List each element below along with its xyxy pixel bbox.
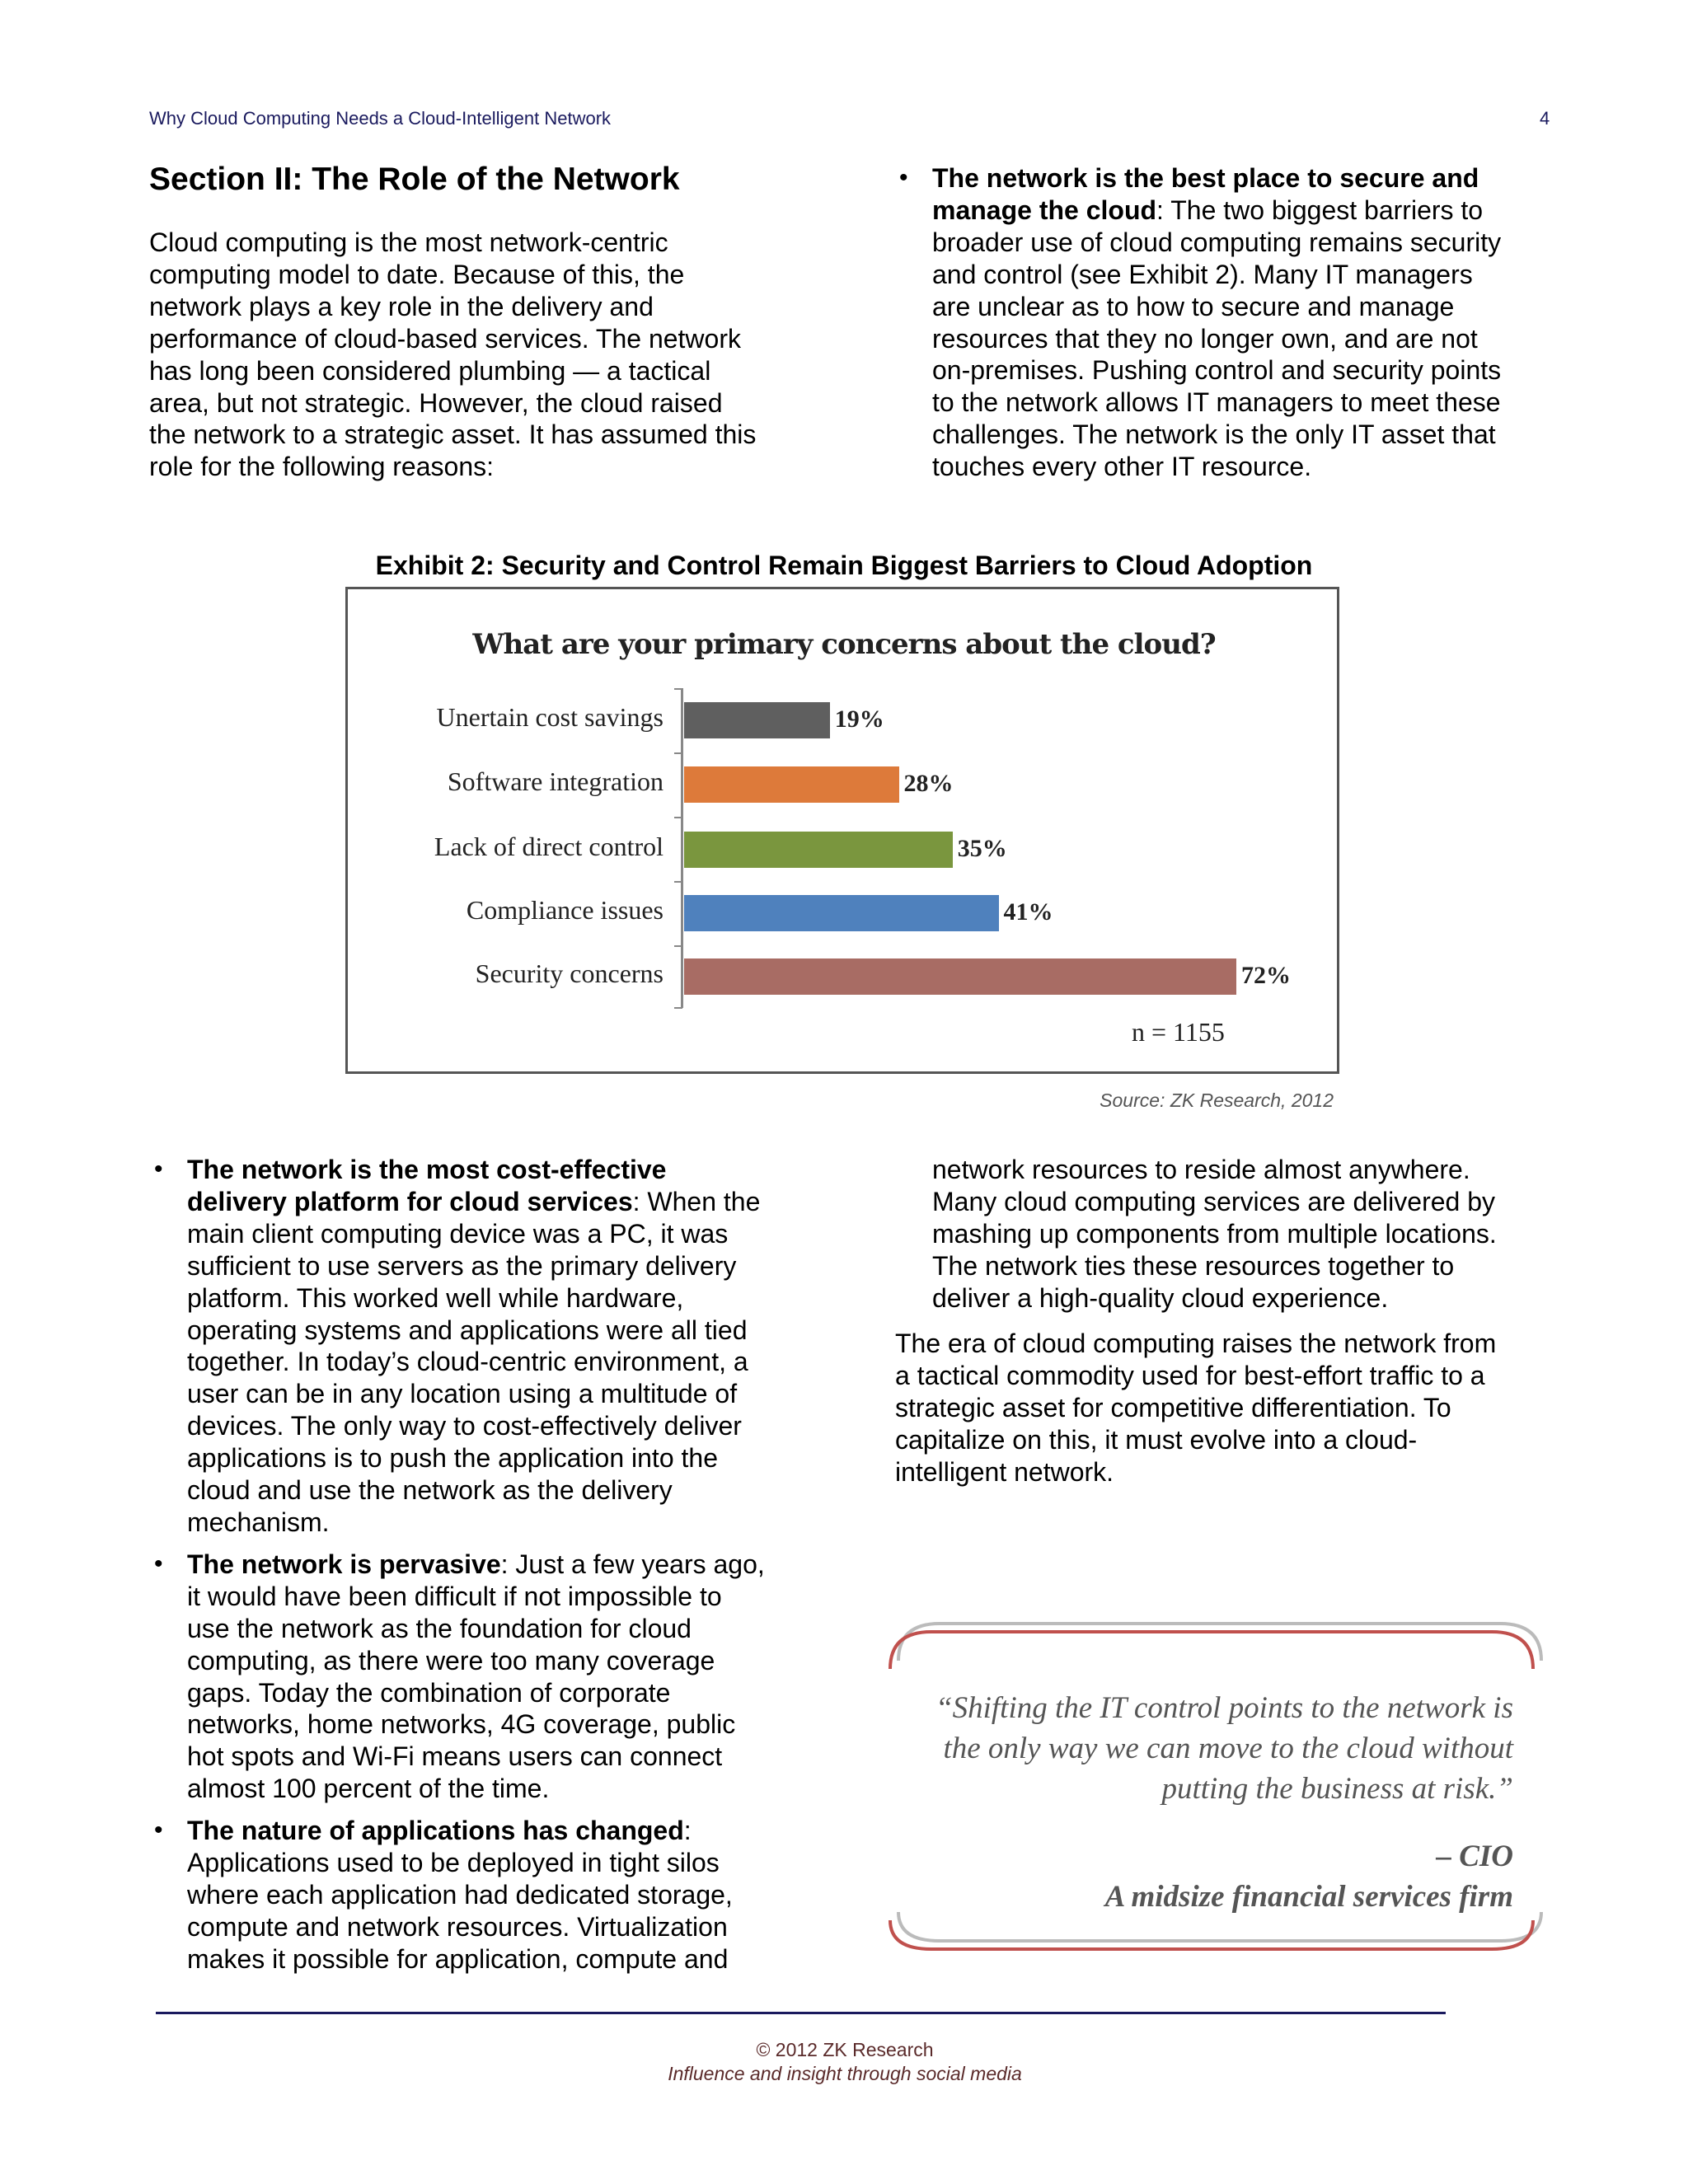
text-line (187, 1645, 765, 1677)
text-run: use the network as the foundation for cloud (187, 1613, 692, 1643)
text-run: mechanism. (187, 1507, 330, 1537)
quote-line: putting the business at risk.” (1161, 1772, 1513, 1806)
text-run: area, but not strategic. However, the cloud raised (149, 387, 723, 418)
text-line (187, 1581, 765, 1613)
text-run: network resources to reside almost anywhere. (932, 1155, 1470, 1184)
page-number: 4 (1540, 108, 1550, 129)
text-run: performance of cloud-based services. The network (149, 323, 741, 354)
bullet-continuation (932, 1154, 1497, 1315)
text-line (187, 1346, 765, 1378)
text-line (187, 1410, 765, 1442)
text-line (149, 323, 756, 355)
bold-lead: delivery platform for cloud services (187, 1186, 633, 1216)
text-run: compute and network resources. Virtualization (187, 1911, 728, 1942)
text-line (187, 1943, 765, 1975)
text-line (187, 1613, 765, 1645)
chart-category-label: Lack of direct control (434, 832, 663, 861)
text-line (187, 1442, 765, 1474)
bold-lead: The network is pervasive (187, 1549, 501, 1579)
text-run: applications is to push the application into the (187, 1443, 718, 1474)
text-run: broader use of cloud computing remains security (932, 227, 1502, 257)
text-run: and control (see Exhibit 2). Many IT managers (932, 259, 1473, 289)
bold-lead: The nature of applications has changed (187, 1816, 684, 1846)
chart-bar (684, 702, 830, 738)
running-header: Why Cloud Computing Needs a Cloud-Intelligent Network (149, 108, 612, 129)
text-line (187, 1549, 765, 1581)
text-run: strategic asset for competitive differentiation. To (895, 1392, 1451, 1422)
text-line (895, 1360, 1496, 1392)
text-run: The network ties these resources together to (932, 1250, 1455, 1281)
text-run: hot spots and Wi-Fi means users can connect (187, 1741, 723, 1772)
quote-attribution: – CIO (1436, 1840, 1513, 1873)
text-line (187, 1507, 765, 1539)
text-line (932, 194, 1501, 227)
chart-sample-size: n = 1155 (1132, 1017, 1225, 1047)
bullet-icon: • (899, 164, 908, 191)
text-line (187, 1154, 765, 1186)
bullet-item-apps (154, 1815, 765, 1975)
chart-bar (684, 895, 999, 931)
text-line (932, 323, 1501, 355)
quote-line: “Shifting the IT control points to the network is (935, 1691, 1513, 1725)
text-run: : (683, 1816, 692, 1846)
text-line (149, 291, 756, 323)
bold-lead: The network is the most cost-effective (187, 1155, 667, 1184)
text-line (187, 1773, 765, 1805)
text-run: makes it possible for application, compute and (187, 1943, 729, 1974)
exhibit-title: Exhibit 2: Security and Control Remain Biggest Barriers to Cloud Adoption (375, 551, 1313, 580)
text-run: capitalize on this, it must evolve into a cloud- (895, 1424, 1418, 1455)
chart-axis-tick (674, 688, 682, 690)
text-line (187, 1741, 765, 1773)
text-line (187, 1378, 765, 1410)
chart-value-label: 35% (957, 835, 1007, 862)
section-title: Section II: The Role of the Network (149, 162, 680, 197)
bullet-item-pervasive (154, 1549, 765, 1805)
text-line (187, 1186, 765, 1218)
text-line (932, 1218, 1497, 1250)
text-run: network plays a key role in the delivery and (149, 291, 654, 321)
chart-value-label: 19% (834, 705, 884, 733)
text-line (895, 1456, 1496, 1488)
chart-axis-tick (674, 1007, 682, 1009)
text-line (187, 1218, 765, 1250)
text-run: The era of cloud computing raises the network from (895, 1329, 1497, 1358)
text-line (149, 259, 756, 291)
text-run: Many cloud computing services are delivered by (932, 1186, 1495, 1216)
chart-category-label: Security concerns (475, 958, 663, 988)
text-run: on-premises. Pushing control and security points (932, 355, 1502, 386)
text-run: sufficient to use servers as the primary delivery (187, 1250, 737, 1281)
text-line (895, 1392, 1496, 1424)
text-run: user can be in any location using a multitude of (187, 1379, 738, 1409)
text-run: a tactical commodity used for best-effort traffic to a (895, 1360, 1485, 1390)
quote-text (935, 1688, 1513, 1809)
text-run: deliver a high-quality cloud experience. (932, 1282, 1389, 1313)
text-line (149, 227, 756, 259)
text-line (187, 1474, 765, 1507)
text-line (932, 227, 1501, 259)
bullet-icon: • (154, 1155, 163, 1183)
text-run: to the network allows IT managers to meet these (932, 387, 1501, 418)
footer-tagline: Influence and insight through social media (668, 2063, 1022, 2084)
text-run: almost 100 percent of the time. (187, 1774, 550, 1804)
text-line (932, 1186, 1497, 1218)
text-line (895, 1424, 1496, 1456)
text-run: mashing up components from multiple locations. (932, 1218, 1497, 1249)
bullet-icon: • (154, 1816, 163, 1844)
text-line (149, 355, 756, 387)
bullet-text (187, 1815, 765, 1975)
text-run: main client computing device was a PC, it was (187, 1218, 729, 1249)
bullet-item-cost (154, 1154, 765, 1539)
bullet-icon: • (154, 1549, 163, 1577)
chart-bar (684, 766, 899, 803)
text-line (932, 162, 1501, 194)
text-run: gaps. Today the combination of corporate (187, 1677, 671, 1708)
text-run: computing, as there were too many coverage (187, 1645, 715, 1675)
chart-title: What are your primary concerns about the cloud? (472, 628, 1216, 661)
chart-axis-tick (674, 945, 682, 947)
text-line (932, 1154, 1497, 1186)
text-run: operating systems and applications were all tied (187, 1315, 748, 1345)
text-line (932, 354, 1501, 387)
text-line (187, 1708, 765, 1741)
text-line (187, 1879, 765, 1911)
chart-value-label: 72% (1241, 962, 1291, 989)
text-line (932, 451, 1501, 483)
text-line (187, 1911, 765, 1943)
text-run: networks, home networks, 4G coverage, public (187, 1709, 736, 1740)
chart-category-label: Compliance issues (466, 895, 663, 925)
chart-value-label: 28% (903, 770, 954, 797)
bullet-text (932, 162, 1501, 483)
text-run: intelligent network. (895, 1456, 1114, 1487)
footer-divider (156, 2012, 1446, 2014)
text-run: : The two biggest barriers to (1156, 194, 1484, 225)
chart-value-label: 41% (1003, 898, 1053, 926)
text-line (932, 1250, 1497, 1282)
text-run: it would have been difficult if not impossible to (187, 1581, 722, 1611)
bullet-text (187, 1154, 765, 1539)
chart-axis-tick (674, 817, 682, 818)
conclusion-paragraph (895, 1328, 1496, 1488)
text-run: resources that they no longer own, and are not (932, 323, 1478, 354)
text-run: together. In today’s cloud-centric environment, a (187, 1347, 748, 1377)
text-run: challenges. The network is the only IT asset that (932, 419, 1496, 450)
text-run: : Just a few years ago, (500, 1549, 765, 1579)
chart-bar (684, 958, 1236, 995)
text-line (187, 1815, 765, 1847)
quote-line: the only way we can move to the cloud without (943, 1732, 1513, 1765)
chart-category-label: Software integration (447, 766, 663, 796)
bullet-text (187, 1549, 765, 1805)
chart-source: Source: ZK Research, 2012 (1100, 1090, 1334, 1111)
chart-axis-tick (674, 752, 682, 754)
text-line (187, 1847, 765, 1879)
text-line (187, 1677, 765, 1709)
text-line (149, 451, 756, 483)
text-run: Applications used to be deployed in tight silos (187, 1848, 720, 1878)
text-line (932, 1282, 1497, 1315)
text-line (187, 1250, 765, 1282)
text-run: : When the (632, 1186, 761, 1216)
text-line (895, 1328, 1496, 1360)
text-line (932, 419, 1501, 451)
bullet-list-top (899, 162, 1502, 483)
chart-y-axis (681, 688, 683, 1008)
text-run: are unclear as to how to secure and manage (932, 291, 1455, 321)
text-run: role for the following reasons: (149, 452, 494, 482)
bullet-list-bottom (154, 1154, 765, 1975)
chart-bar (684, 832, 953, 868)
text-run: platform. This worked well while hardware, (187, 1282, 684, 1313)
text-run: devices. The only way to cost-effectively deliver (187, 1411, 742, 1441)
chart-axis-tick (674, 881, 682, 883)
chart-category-label: Unertain cost savings (436, 702, 663, 732)
text-line (149, 387, 756, 419)
text-run: where each application had dedicated storage, (187, 1879, 733, 1910)
text-line (932, 387, 1501, 419)
text-run: cloud and use the network as the delivery (187, 1475, 673, 1506)
text-line (932, 259, 1501, 291)
text-line (149, 419, 756, 451)
text-run: Cloud computing is the most network-centric (149, 227, 668, 257)
intro-paragraph (149, 227, 756, 483)
text-run: touches every other IT resource. (932, 452, 1312, 482)
text-line (187, 1282, 765, 1315)
text-line (932, 291, 1501, 323)
text-run: has long been considered plumbing — a tactical (149, 355, 711, 386)
bold-lead: manage the cloud (932, 194, 1157, 225)
footer-copyright: © 2012 ZK Research (756, 2039, 934, 2060)
bullet-item-secure (899, 162, 1502, 483)
text-line (187, 1315, 765, 1347)
bold-lead: The network is the best place to secure and (932, 163, 1479, 193)
text-run: computing model to date. Because of this, the (149, 259, 685, 289)
text-run: the network to a strategic asset. It has assumed this (149, 419, 757, 450)
quote-organization: A midsize financial services firm (1104, 1880, 1513, 1914)
